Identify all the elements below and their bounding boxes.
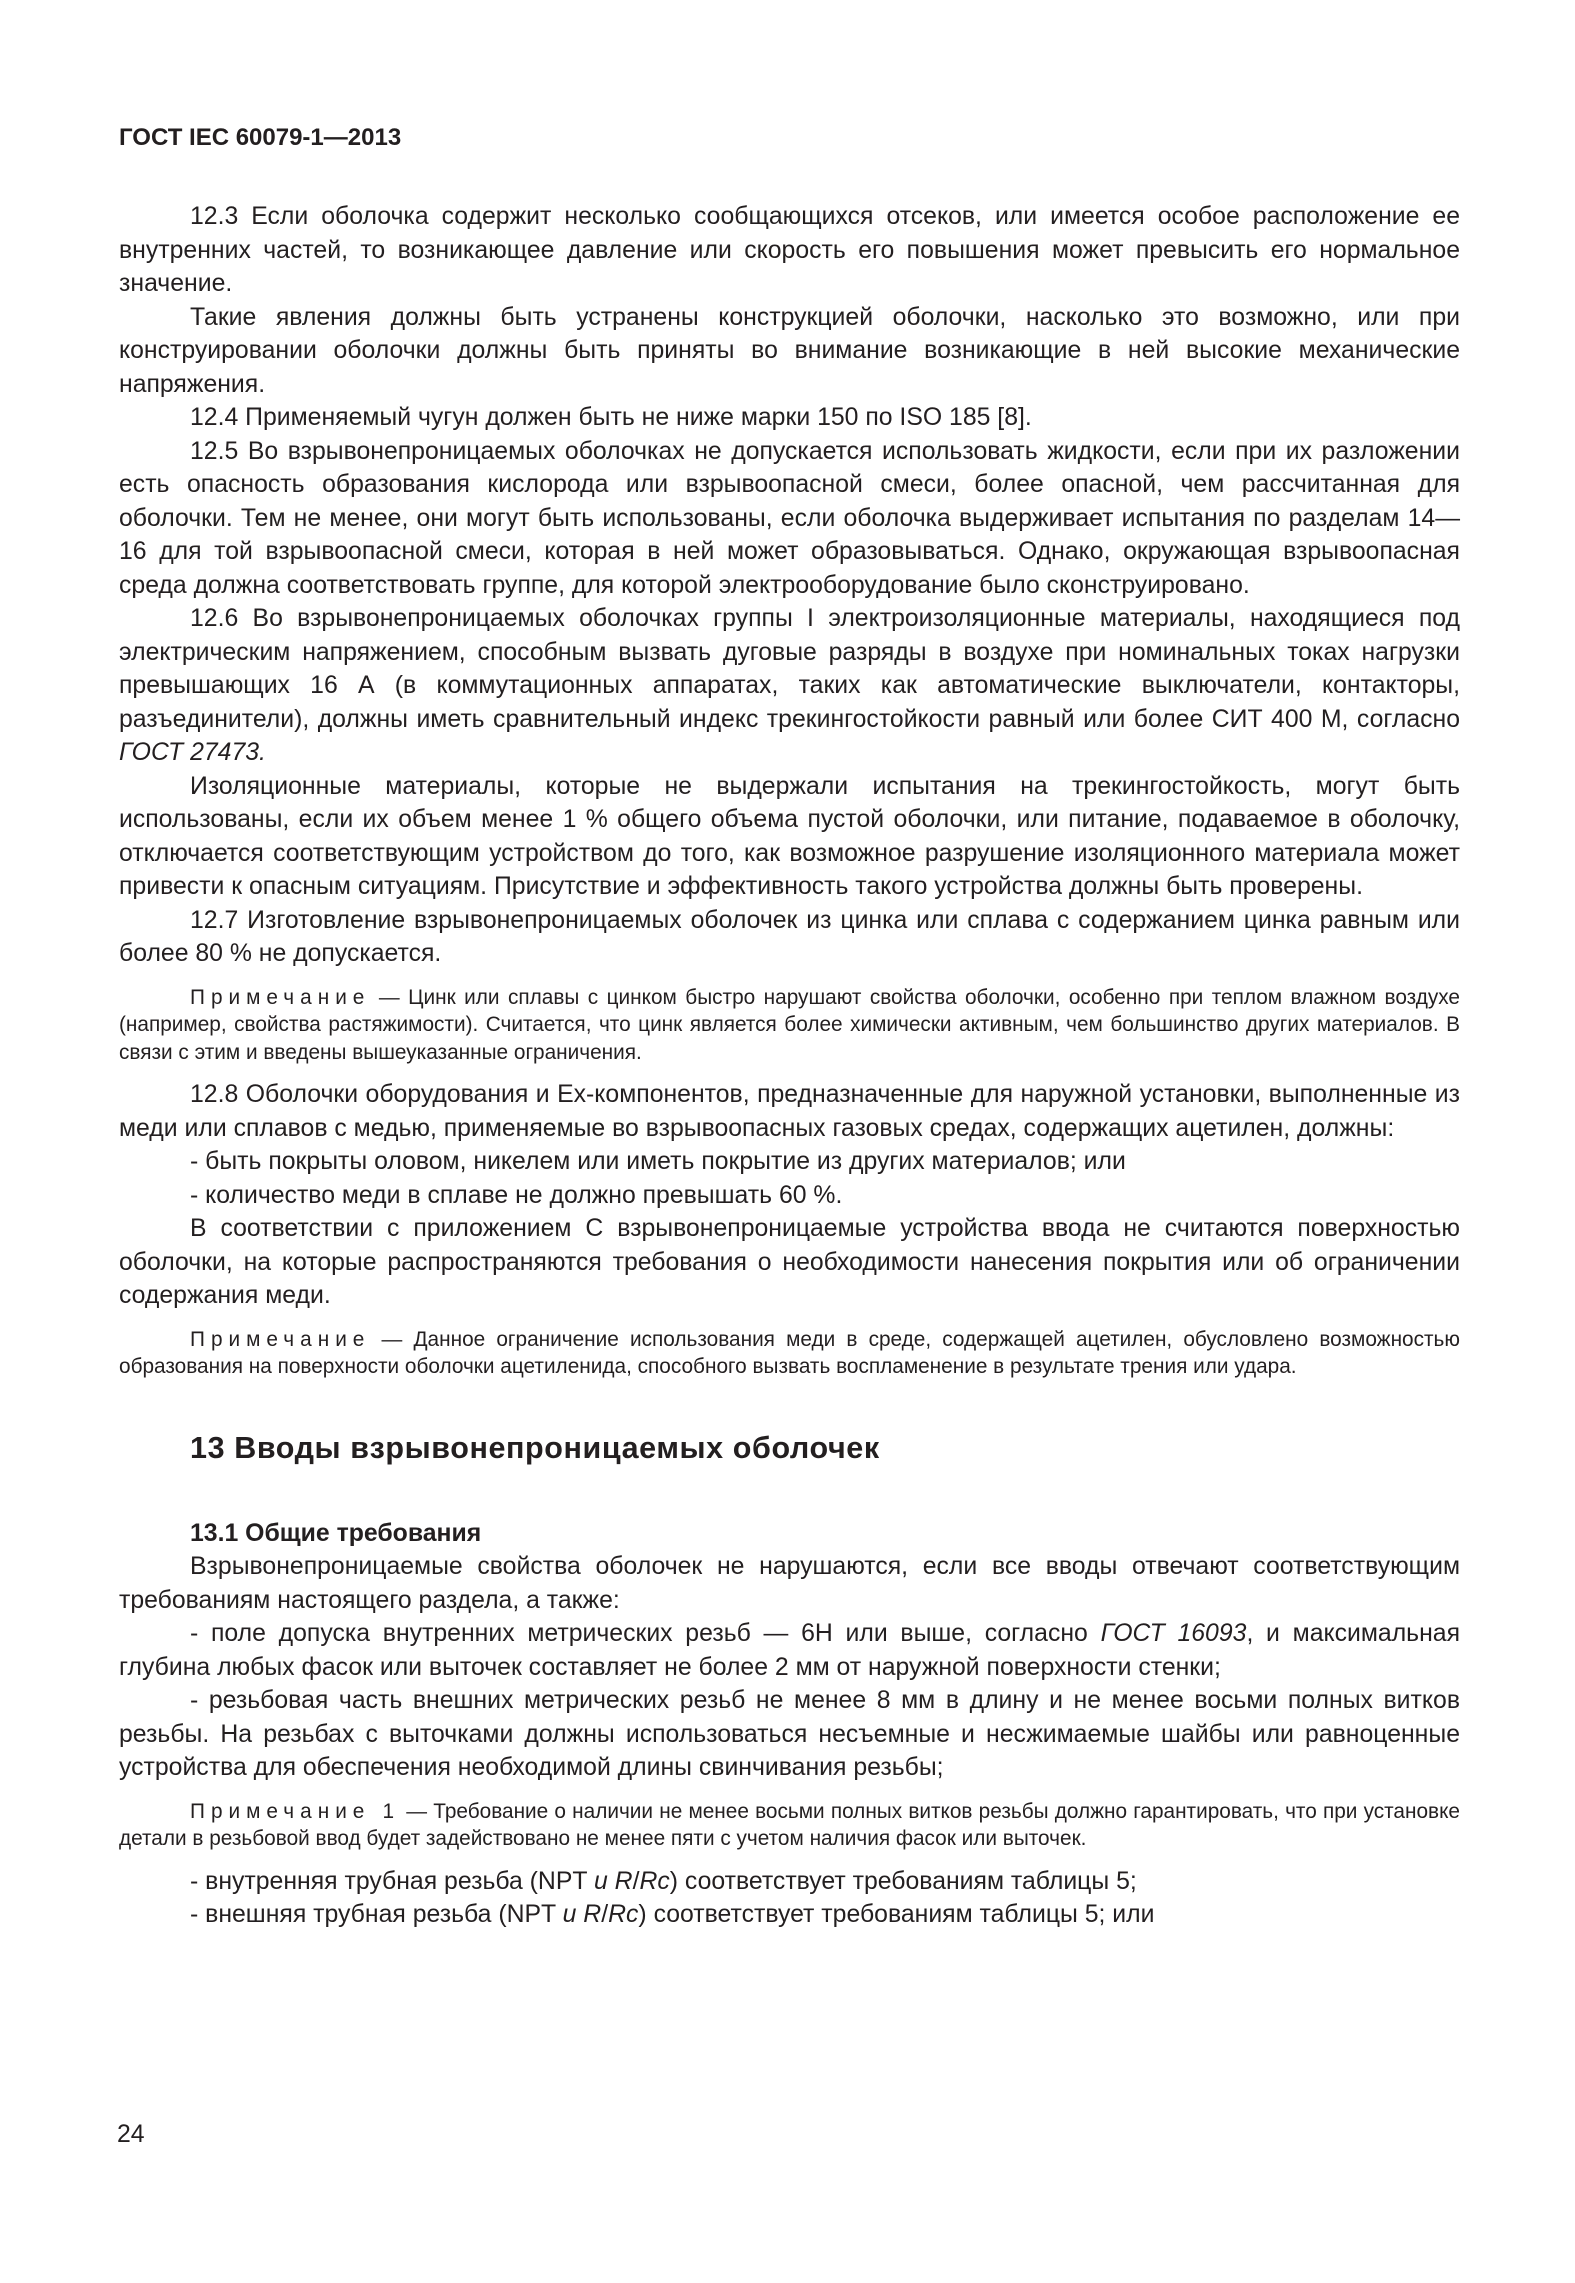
note-acetylene [119, 1326, 1460, 1381]
list-item: - быть покрыты оловом, никелем или иметь покрытие из других материалов; или [190, 1148, 1126, 1175]
standard-reference-gost-16093: ГОСТ 16093 [1100, 1620, 1247, 1647]
paragraph-12-6-text: 12.6 Во взрывонепроницаемых оболочках группы I электроизоляционные материалы, находящиеся под электрическим напряжением, способным вызвать дуговые разряды в воздухе при номинальных токах нагрузки превышающих 16 А (в коммутационных аппаратах, таких как автоматические выключатели, контакторы, разъединители), должны иметь сравнительный индекс трекингостойкости равный или более СИТ 400 М, согласно [119, 605, 1460, 733]
list-item: - количество меди в сплаве не должно превышать 60 %. [190, 1181, 843, 1209]
note-text: Данное ограничение использования меди в среде, содержащей ацетилен, обусловлено возможностью образования на поверхности оболочки ацетиленида, способного вызвать воспламенение в результате трения или удара. [119, 1327, 1460, 1378]
section-13-heading: 13 Вводы взрывонепроницаемых оболочек [190, 1430, 880, 1465]
note-text: Требование о наличии не менее восьми полных витков резьбы должно гарантировать, что при установке детали в резьбовой ввод будет задействовано не менее пяти с учетом наличия фасок или выточек. [119, 1799, 1460, 1850]
slash: / [632, 1867, 640, 1895]
list-item-text: ) соответствует требованиям таблицы 5; или [638, 1901, 1155, 1928]
paragraph-12-3-continued: Такие явления должны быть устранены конструкцией оболочки, насколько это возможно, или при конструировании оболочки должны быть приняты во внимание возникающие в ней высокие механические напряжения. [119, 303, 1460, 398]
list-item-text: - поле допуска внутренних метрических резьб — 6Н или выше, согласно [190, 1620, 1088, 1647]
note-dash: — [370, 985, 409, 1009]
paragraph-12-5: 12.5 Во взрывонепроницаемых оболочках не допускается использовать жидкости, если при их разложении есть опасность образования кислорода или взрывоопасной смеси, более опасной, чем рассчитанная для оболочки. Тем не менее, они могут быть использованы, если оболочка выдерживает испытания по разделам 14—16 для той взрывоопасной смеси, которая в ней может образовываться. Однако, окружающая взрывоопасная среда должна соответствовать группе, для которой электрооборудование было сконструировано. [119, 437, 1460, 599]
page-number: 24 [117, 2121, 145, 2148]
note-label: Примечание 1 [190, 1799, 401, 1823]
list-item [119, 1865, 1460, 1899]
note-label: Примечание [190, 1327, 371, 1351]
list-item-text: ) соответствует требованиям таблицы 5; [669, 1867, 1137, 1895]
note-text: Цинк или сплавы с цинком быстро нарушают свойства оболочки, особенно при теплом влажном воздухе (например, свойства растяжимости). Считается, что цинк является более химически активным, чем большинство других материалов. В связи с этим и введены вышеуказанные ограничения. [119, 985, 1461, 1064]
thread-type-r: и R [593, 1867, 633, 1895]
note-zinc [119, 984, 1460, 1067]
paragraph-12-3: 12.3 Если оболочка содержит несколько сообщающихся отсеков, или имеется особое расположение ее внутренних частей, то возникающее давление или скорость его повышения может превысить его нормальное значение. [119, 203, 1460, 297]
note-label: Примечание [190, 985, 371, 1009]
list-item-text: - внешняя трубная резьба (NPT [190, 1901, 556, 1928]
document-body [119, 200, 1460, 1932]
slash: / [601, 1901, 609, 1928]
thread-type-rc: Rc [639, 1867, 670, 1895]
paragraph-12-8: 12.8 Оболочки оборудования и Ex-компонентов, предназначенные для наружной установки, выполненные из меди или сплавов с медью, применяемые во взрывоопасных газовых средах, содержащих ацетилен, должны: [119, 1081, 1460, 1142]
thread-type-r: и R [562, 1901, 602, 1928]
standard-reference-gost-27473: ГОСТ 27473. [119, 739, 266, 766]
note-dash: — [400, 1799, 434, 1823]
list-item: - резьбовая часть внешних метрических резьб не менее 8 мм в длину и не менее восьми полных витков резьбы. На резьбах с выточками должны использоваться несъемные и несжимаемые шайбы или равноценные устройства для обеспечения необходимой длины свинчивания резьбы; [119, 1687, 1460, 1781]
note-1-thread [119, 1798, 1460, 1853]
paragraph-12-6 [119, 602, 1460, 770]
thread-type-rc: Rc [608, 1901, 639, 1928]
paragraph-12-4: 12.4 Применяемый чугун должен быть не ниже марки 150 по ISO 185 [8]. [190, 404, 1032, 431]
list-item [119, 1898, 1460, 1932]
list-item-text: - внутренняя трубная резьба (NPT [190, 1867, 588, 1895]
paragraph-12-7: 12.7 Изготовление взрывонепроницаемых оболочек из цинка или сплава с содержанием цинка равным или более 80 % не допускается. [119, 906, 1460, 967]
paragraph-12-6-continued: Изоляционные материалы, которые не выдержали испытания на трекингостойкость, могут быть использованы, если их объем менее 1 % общего объема пустой оболочки, или питание, подаваемое в оболочку, отключается соответствующим устройством до того, как возможное разрушение изоляционного материала может привести к опасным ситуациям. Присутствие и эффективность такого устройства должны быть проверены. [119, 772, 1460, 900]
subsection-13-1-heading: 13.1 Общие требования [190, 1519, 482, 1547]
list-item [119, 1617, 1460, 1684]
list-item-text: , и максимальная глубина любых фасок или выточек составляет не более 2 мм от наружной поверхности стенки; [119, 1620, 1460, 1681]
paragraph-13-1-intro: Взрывонепроницаемые свойства оболочек не нарушаются, если все вводы отвечают соответствующим требованиям настоящего раздела, а также: [119, 1553, 1460, 1614]
paragraph-12-8-continued: В соответствии с приложением С взрывонепроницаемые устройства ввода не считаются поверхностью оболочки, на которые распространяются требования о необходимости нанесения покрытия или об ограничении содержания меди. [119, 1215, 1460, 1309]
document-header: ГОСТ IEC 60079-1—2013 [119, 124, 402, 151]
note-dash: — [370, 1327, 414, 1351]
